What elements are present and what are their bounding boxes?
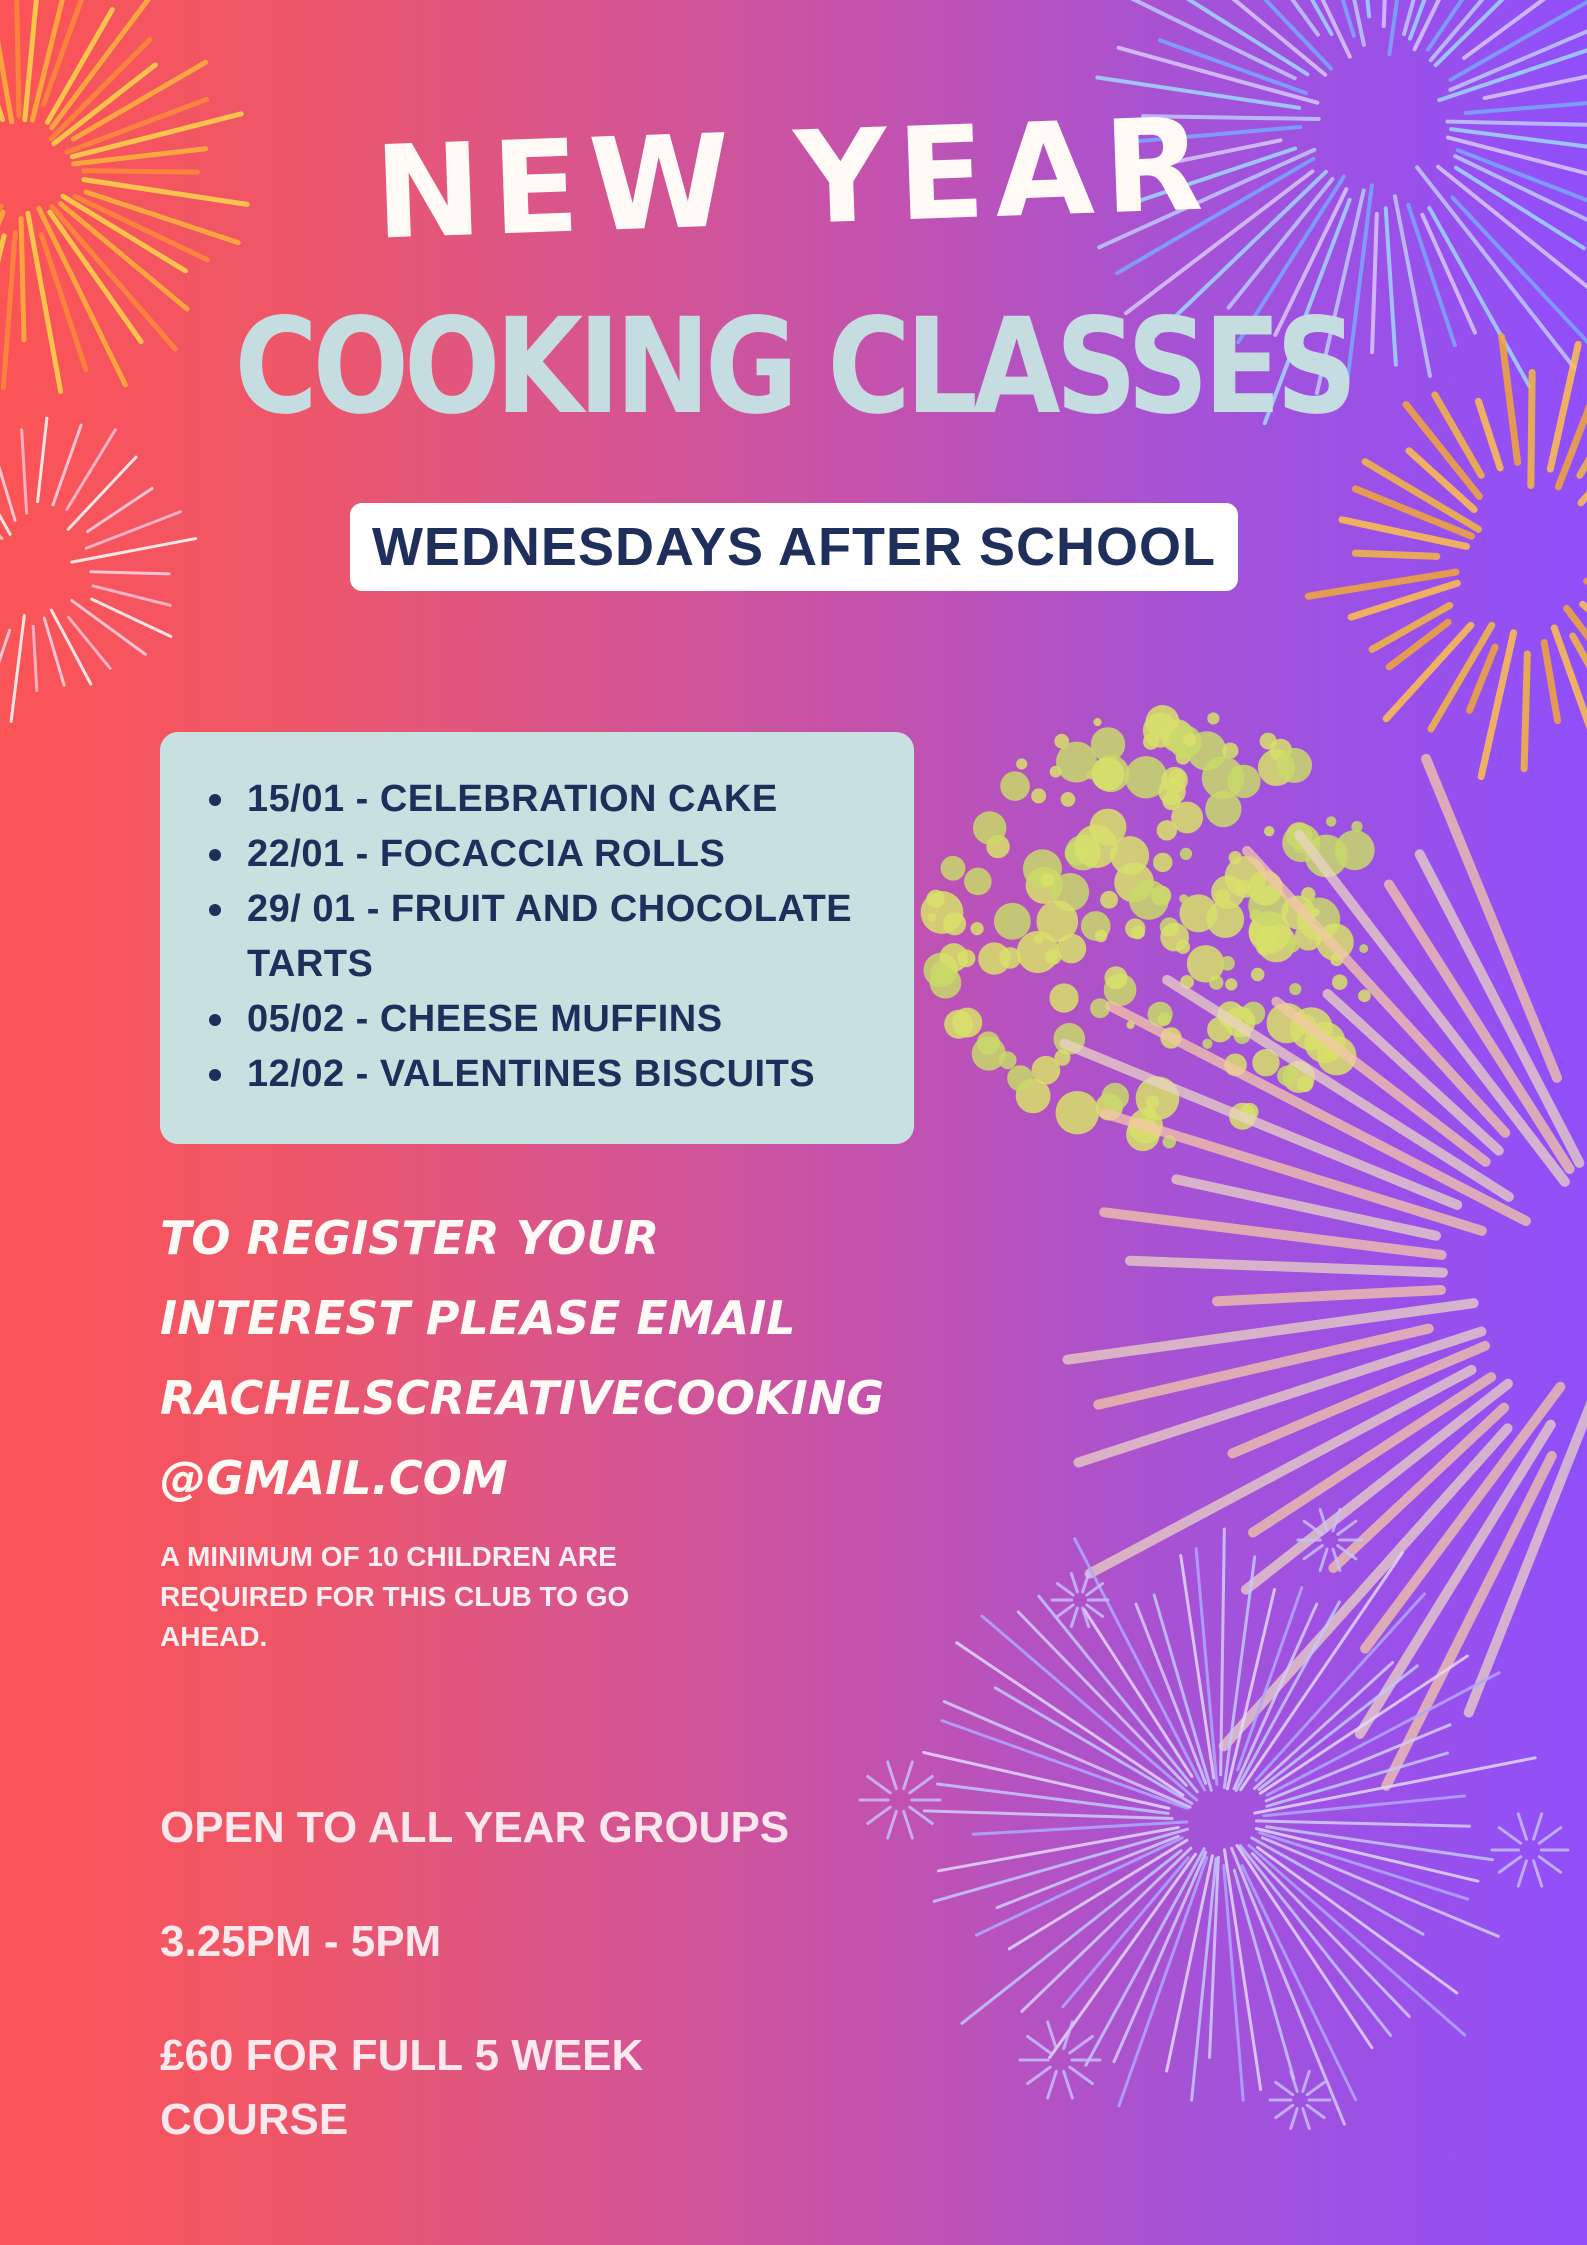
schedule-item: 22/01 - FOCACCIA ROLLS: [205, 827, 894, 882]
subtitle-badge: [350, 503, 1238, 591]
schedule-item: 29/ 01 - FRUIT AND CHOCOLATE TARTS: [205, 882, 894, 992]
schedule-item: 05/02 - CHEESE MUFFINS: [205, 992, 894, 1047]
register-line: TO REGISTER YOUR: [160, 1211, 660, 1265]
register-line: INTEREST PLEASE EMAIL: [160, 1291, 796, 1345]
firework-burst-icon: [924, 1529, 1535, 2124]
schedule-list: [205, 772, 894, 1102]
open-to-text: OPEN TO ALL YEAR GROUPS: [160, 1803, 790, 1852]
price-text: £60 FOR FULL 5 WEEK COURSE: [160, 2031, 644, 2144]
firework-burst-icon: [0, 418, 196, 721]
schedule-panel: [160, 732, 914, 1144]
firework-dots-icon: [921, 705, 1375, 1151]
minimum-children-note: A MINIMUM OF 10 CHILDREN ARE REQUIRED FOR THIS CLUB TO GO AHEAD.: [160, 1541, 630, 1652]
time-text: 3.25PM - 5PM: [160, 1917, 442, 1966]
firework-sparkle-icon: [860, 1510, 1568, 2129]
register-email-line: RACHELSCREATIVECOOKING: [160, 1371, 885, 1425]
title-new-year: NEW YEAR: [372, 90, 1215, 269]
register-email-line: @GMAIL.COM: [160, 1451, 508, 1505]
title-cooking-classes: COOKING CLASSES: [234, 290, 1353, 444]
register-instructions: [160, 1198, 920, 1518]
schedule-item: 15/01 - CELEBRATION CAKE: [205, 772, 894, 827]
subtitle-text: WEDNESDAYS AFTER SCHOOL: [371, 517, 1217, 577]
schedule-item: 12/02 - VALENTINES BISCUITS: [205, 1047, 894, 1102]
